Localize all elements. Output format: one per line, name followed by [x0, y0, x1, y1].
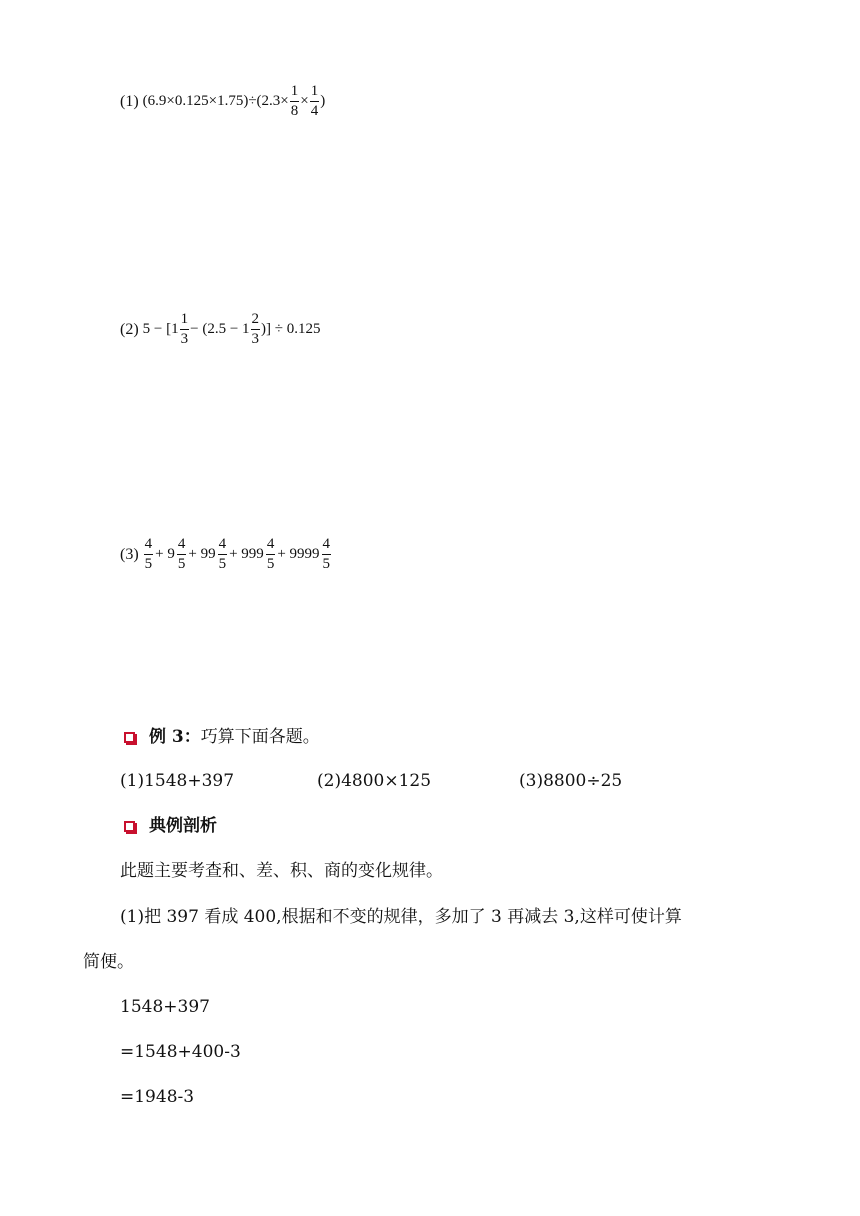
plus-term-9: + 9 — [155, 546, 175, 562]
fraction-four-fifths — [144, 537, 154, 572]
example-3-heading — [124, 729, 320, 746]
problem-1 — [120, 84, 325, 119]
denominator: 5 — [177, 556, 186, 572]
analysis-line-2: (1)把 397 看成 400,根据和不变的规律，多加了 3 再减去 3,这样可使计算 — [120, 907, 682, 927]
denominator: 5 — [322, 556, 331, 572]
plus-term-9999: + 9999 — [277, 546, 320, 562]
fraction-four-fifths — [218, 537, 228, 572]
example-3-item-1: (1)1548+397 — [120, 771, 235, 791]
analysis-line-3: 简便。 — [83, 952, 134, 972]
numerator: 4 — [218, 537, 228, 555]
example-3-item-2: (2)4800×125 — [317, 771, 432, 791]
example-3-title: 例 3： — [149, 727, 201, 747]
problem-3-label: (3) — [120, 545, 139, 563]
fraction-one-third — [180, 312, 190, 347]
numerator: 4 — [266, 537, 276, 555]
analysis-heading-text: 典例剖析 — [149, 816, 217, 836]
analysis-line-1: 此题主要考查和、差、积、商的变化规律。 — [120, 861, 443, 881]
numerator: 4 — [177, 537, 187, 555]
numerator: 1 — [310, 84, 320, 102]
example-3-item-3: (3)8800÷25 — [519, 771, 623, 791]
problem-2-part-c: )] ÷ 0.125 — [261, 321, 321, 337]
numerator: 1 — [180, 312, 190, 330]
denominator: 4 — [310, 103, 319, 119]
denominator: 5 — [144, 556, 153, 572]
problem-1-expr-start: (6.9×0.125×1.75)÷(2.3× — [142, 93, 289, 109]
problem-2-part-b: − (2.5 − 1 — [190, 321, 250, 337]
plus-term-999: + 999 — [229, 546, 264, 562]
problem-3 — [120, 537, 332, 572]
numerator: 4 — [322, 537, 332, 555]
fraction-one-eighth — [290, 84, 300, 119]
denominator: 3 — [180, 331, 189, 347]
example-3-text: 巧算下面各题。 — [200, 727, 320, 747]
step-2: =1548+400-3 — [120, 1042, 241, 1062]
problem-2 — [120, 312, 321, 347]
analysis-heading — [124, 818, 217, 835]
fraction-two-thirds — [251, 312, 261, 347]
fraction-four-fifths — [322, 537, 332, 572]
problem-2-label: (2) — [120, 320, 139, 338]
step-3: =1948-3 — [120, 1087, 195, 1107]
times-sign: × — [300, 93, 309, 109]
denominator: 3 — [251, 331, 260, 347]
problem-1-label: (1) — [120, 92, 139, 110]
step-1: 1548+397 — [120, 997, 210, 1017]
close-paren: ) — [320, 93, 326, 109]
numerator: 4 — [144, 537, 154, 555]
fraction-one-fourth — [310, 84, 320, 119]
square-bullet-icon — [124, 732, 135, 743]
numerator: 2 — [251, 312, 261, 330]
denominator: 5 — [218, 556, 227, 572]
denominator: 5 — [266, 556, 275, 572]
square-bullet-icon — [124, 821, 135, 832]
fraction-four-fifths — [266, 537, 276, 572]
plus-term-99: + 99 — [188, 546, 216, 562]
numerator: 1 — [290, 84, 300, 102]
problem-2-part-a: 5 − [1 — [142, 321, 179, 337]
denominator: 8 — [290, 103, 299, 119]
fraction-four-fifths — [177, 537, 187, 572]
